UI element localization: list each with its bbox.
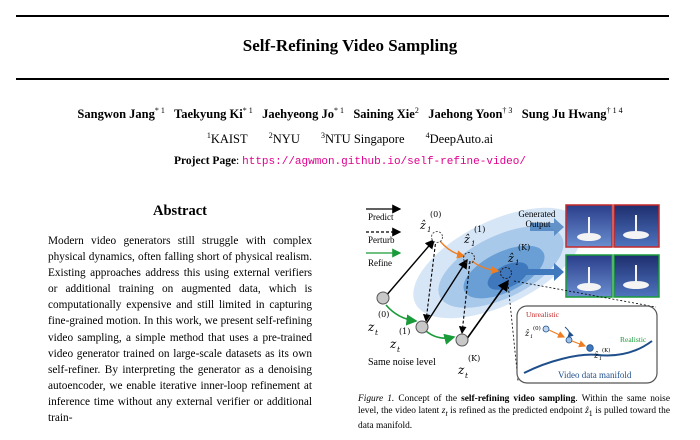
affiliation: $^3$NTU Singapore bbox=[321, 131, 405, 147]
concept-figure bbox=[358, 203, 670, 385]
output-frames-unrealistic bbox=[566, 205, 659, 247]
latent-zt-k bbox=[456, 334, 468, 346]
svg-text:t: t bbox=[465, 371, 469, 380]
title-rule-bottom bbox=[16, 78, 669, 80]
generated-output-label: Generated Output bbox=[518, 209, 556, 229]
legend-perturb-label: Perturb bbox=[368, 235, 395, 245]
svg-text:(K): (K) bbox=[468, 354, 481, 363]
latent-zt-0 bbox=[377, 292, 389, 304]
affiliation: $^4$DeepAuto.ai bbox=[425, 131, 494, 147]
svg-text:z: z bbox=[368, 320, 375, 334]
label-zt-0 bbox=[367, 310, 389, 337]
legend-predict-label: Predict bbox=[368, 212, 394, 222]
legend-refine-label: Refine bbox=[368, 258, 392, 268]
abstract-text: Modern video generators still struggle with complex physical dynamics, often falling short of physical realism. Existing approaches address this using external verifiers or additional training on augmented data, which is computationally expensive and still limited in capturing fine-grained motion. In this work, we present self-refining video sampling, a simple method that uses a pre-trained video generator trained on large-scale datasets as its own self-refiner. By interpreting the generator as a denoising autoencoder, we enable iterative inner-loop refinement at inference time without any external verifier or additional train- bbox=[48, 235, 312, 425]
project-page-link[interactable]: https://agwmon.github.io/self-refine-video/ bbox=[242, 156, 526, 168]
svg-text:1: 1 bbox=[471, 240, 476, 248]
svg-text:(1): (1) bbox=[474, 225, 486, 234]
same-noise-level-label: Same noise level bbox=[368, 357, 436, 368]
svg-text:ẑ: ẑ bbox=[464, 233, 470, 246]
paper-title: Self-Refining Video Sampling bbox=[242, 36, 458, 55]
realistic-sample bbox=[587, 345, 594, 352]
project-page-line: Project Page: https://agwmon.github.io/self-refine-video/ bbox=[174, 155, 526, 168]
realistic-label: Realistic bbox=[620, 335, 647, 344]
svg-text:z: z bbox=[458, 363, 465, 377]
author: Taekyung Ki$^{* 1}$ bbox=[174, 106, 253, 122]
svg-text:ẑ: ẑ bbox=[594, 351, 599, 360]
project-page-label: Project Page bbox=[174, 155, 237, 167]
svg-text:(1): (1) bbox=[399, 327, 411, 336]
abstract-heading: Abstract bbox=[153, 203, 207, 219]
svg-text:(0): (0) bbox=[378, 310, 390, 319]
latent-zt-1 bbox=[416, 321, 428, 333]
svg-text:t: t bbox=[375, 328, 379, 337]
title-rule-top bbox=[16, 15, 669, 17]
affiliation: $^2$NYU bbox=[268, 131, 300, 147]
author: Sangwon Jang$^{* 1}$ bbox=[77, 106, 165, 122]
refine-arrow-0 bbox=[386, 305, 416, 321]
svg-text:1: 1 bbox=[530, 334, 534, 340]
svg-text:z: z bbox=[390, 337, 397, 351]
affiliation-list bbox=[0, 131, 700, 147]
manifold-label: Video data manifold bbox=[558, 370, 632, 380]
author: Sung Ju Hwang$^{\dagger 1 4}$ bbox=[521, 106, 623, 122]
label-zt-k bbox=[457, 354, 480, 380]
unrealistic-sample bbox=[543, 326, 549, 332]
label-zt-1 bbox=[389, 327, 410, 354]
svg-text:ẑ: ẑ bbox=[508, 252, 514, 265]
figure-caption: Figure 1. Concept of the self-refining video sampling. Within the same noise level, the video latent $z_t$ is refined as the predicted endpoint ẑ$_1$ is pulled toward the data manifold. bbox=[358, 394, 670, 432]
svg-text:1: 1 bbox=[599, 356, 603, 362]
endpoint-z1-0 bbox=[432, 232, 443, 243]
author: Jaehong Yoon$^{\dagger 3}$ bbox=[428, 106, 513, 122]
affiliation: $^1$KAIST bbox=[206, 131, 248, 147]
svg-text:(0): (0) bbox=[533, 326, 541, 332]
svg-text:ẑ: ẑ bbox=[525, 329, 530, 338]
author-list bbox=[0, 106, 700, 122]
unrealistic-label: Unrealistic bbox=[526, 310, 559, 319]
output-frames-realistic bbox=[566, 255, 659, 297]
svg-text:(0): (0) bbox=[430, 210, 442, 219]
svg-text:1: 1 bbox=[515, 259, 520, 267]
svg-text:1: 1 bbox=[427, 226, 432, 234]
svg-text:t: t bbox=[397, 345, 401, 354]
svg-text:ẑ: ẑ bbox=[420, 219, 426, 232]
svg-text:(K): (K) bbox=[518, 243, 531, 252]
manifold-inset bbox=[517, 306, 657, 383]
intermediate-sample bbox=[566, 337, 572, 343]
author: Saining Xie$^2$ bbox=[353, 106, 419, 122]
label-z1-0 bbox=[419, 210, 441, 234]
author: Jaehyeong Jo$^{* 1}$ bbox=[262, 106, 344, 122]
svg-text:(K): (K) bbox=[602, 348, 611, 354]
refine-arrow-1 bbox=[426, 331, 454, 338]
